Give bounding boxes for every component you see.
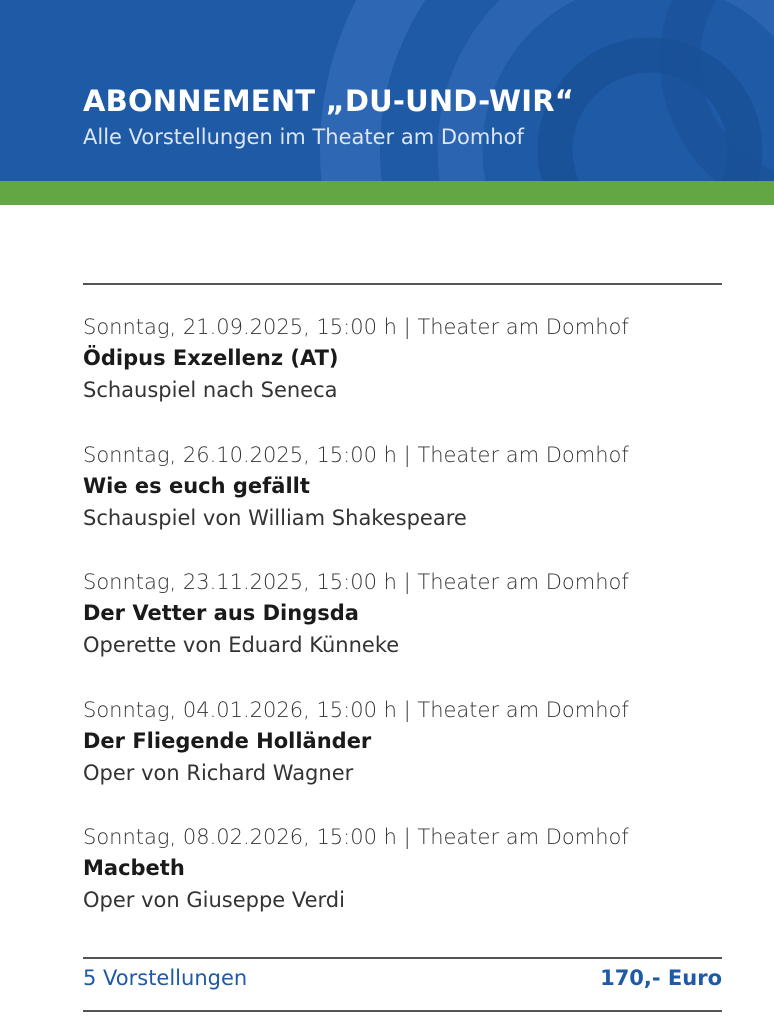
page-subtitle: Alle Vorstellungen im Theater am Domhof: [83, 125, 524, 149]
event-list: [83, 312, 722, 950]
event-item-3: [83, 567, 722, 695]
event-item-1: [83, 312, 722, 440]
event-description: Schauspiel von William Shakespeare: [83, 505, 467, 530]
green-accent-band: [0, 181, 774, 205]
event-date: Sonntag, 08.02.2026, 15:00 h | Theater am Domhof: [83, 825, 629, 849]
event-title: Der Fliegende Holländer: [83, 728, 372, 753]
event-title: Der Vetter aus Dingsda: [83, 601, 359, 625]
performance-count: 5 Vorstellungen: [83, 966, 248, 990]
event-item-2: [83, 440, 722, 568]
event-description: Schauspiel nach Seneca: [83, 378, 338, 402]
event-description: Oper von Richard Wagner: [83, 760, 354, 785]
event-date: Sonntag, 21.09.2025, 15:00 h | Theater am Domhof: [83, 315, 629, 339]
summary-bottom-divider: [83, 1010, 722, 1012]
page-title: ABONNEMENT „DU-UND-WIR“: [83, 84, 575, 118]
event-title: Macbeth: [83, 856, 185, 880]
summary-row: [83, 966, 722, 1000]
subscription-price: 170,- Euro: [600, 966, 722, 990]
header-banner: [0, 0, 774, 181]
event-title: Wie es euch gefällt: [83, 473, 310, 498]
event-description: Oper von Giuseppe Verdi: [83, 888, 345, 912]
event-date: Sonntag, 04.01.2026, 15:00 h | Theater am Domhof: [83, 697, 629, 722]
top-divider: [83, 283, 722, 285]
event-description: Operette von Eduard Künneke: [83, 633, 400, 657]
event-item-5: [83, 822, 722, 950]
event-date: Sonntag, 23.11.2025, 15:00 h | Theater am Domhof: [83, 570, 629, 594]
event-item-4: [83, 695, 722, 823]
event-date: Sonntag, 26.10.2025, 15:00 h | Theater am Domhof: [83, 442, 629, 467]
event-title: Ödipus Exzellenz (AT): [83, 346, 339, 370]
summary-top-divider: [83, 957, 722, 959]
